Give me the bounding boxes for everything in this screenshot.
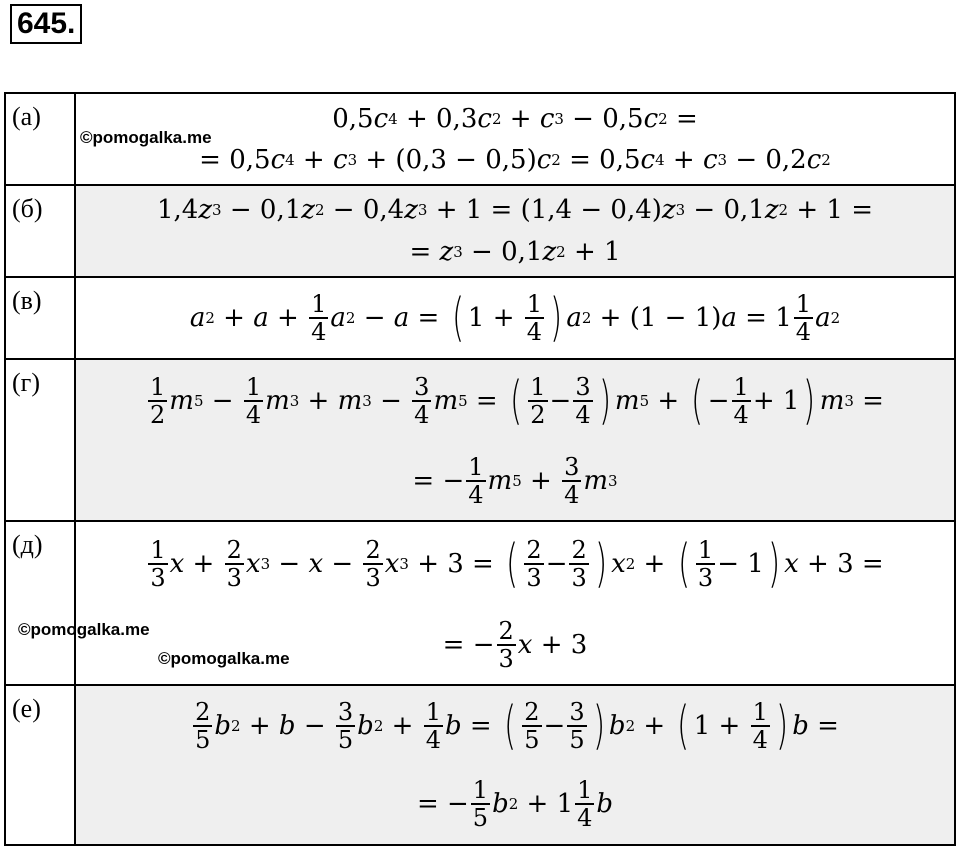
table-row: [5, 359, 955, 521]
equation-g: $\frac{1}{2}$ m 5 − $\frac{1}{4}$ m 3 + m 3 − $\frac{3}{4}$ m 5 = ( $\frac{1}{2}$ − $\frac{3}{4}$ ) m 5 + ( − $\frac{1}{4}$ + 1 ) m 3 = = − $\frac{1}{4}$ m 5 + $\frac{3}{4}$ m 3: [75, 359, 955, 521]
equation-a: 0,5 c 4 + 0,3 c 2 + c 3 − 0,5 c 2 = = 0,5 c 4 + c 3 + (0,3 − 0,5) c 2 = 0,5 c 4 + c 3 − 0,2 c 2: [75, 93, 955, 185]
watermark: ©pomogalka.me: [80, 128, 212, 147]
equation-v: a 2 + a + $\frac{1}{4}$ a 2 − a = ( 1 + $\frac{1}{4}$ ) a 2 + (1 − 1) a = 1 $\frac{1}{4}$ a 2: [75, 277, 955, 359]
table-row: [5, 277, 955, 359]
row-label-a: (а): [5, 93, 75, 185]
problem-number: 645.: [10, 4, 82, 44]
equation-e: $\frac{2}{5}$ b 2 + b − $\frac{3}{5}$ b 2 + $\frac{1}{4}$ b = ( $\frac{2}{5}$ − $\frac{3}{5}$ ) b 2 + ( 1 + $\frac{1}{4}$ ) b = = − $\frac{1}{5}$ b 2 + 1 $\frac{1}{4}$ b: [75, 685, 955, 845]
row-label-b: (б): [5, 185, 75, 277]
solution-table: [4, 92, 956, 846]
table-row: [5, 685, 955, 845]
watermark: ©pomogalka.me: [158, 649, 290, 668]
table-row: [5, 521, 955, 685]
row-label-d: (д): [5, 521, 75, 685]
watermark: ©pomogalka.me: [18, 620, 150, 639]
table-row: [5, 185, 955, 277]
equation-b: 1,4 z 3 − 0,1 z 2 − 0,4 z 3 + 1 = (1,4 − 0,4) z 3 − 0,1 z 2 + 1 = = z 3 − 0,1 z 2 + 1: [75, 185, 955, 277]
row-label-g: (г): [5, 359, 75, 521]
row-label-v: (в): [5, 277, 75, 359]
row-label-e: (е): [5, 685, 75, 845]
equation-d: $\frac{1}{3}$ x + $\frac{2}{3}$ x 3 − x − $\frac{2}{3}$ x 3 + 3 = ( $\frac{2}{3}$ − $\frac{2}{3}$ ) x 2 + ( $\frac{1}{3}$ − 1 ) x + 3 = = − $\frac{2}{3}$ x + 3: [75, 521, 955, 685]
